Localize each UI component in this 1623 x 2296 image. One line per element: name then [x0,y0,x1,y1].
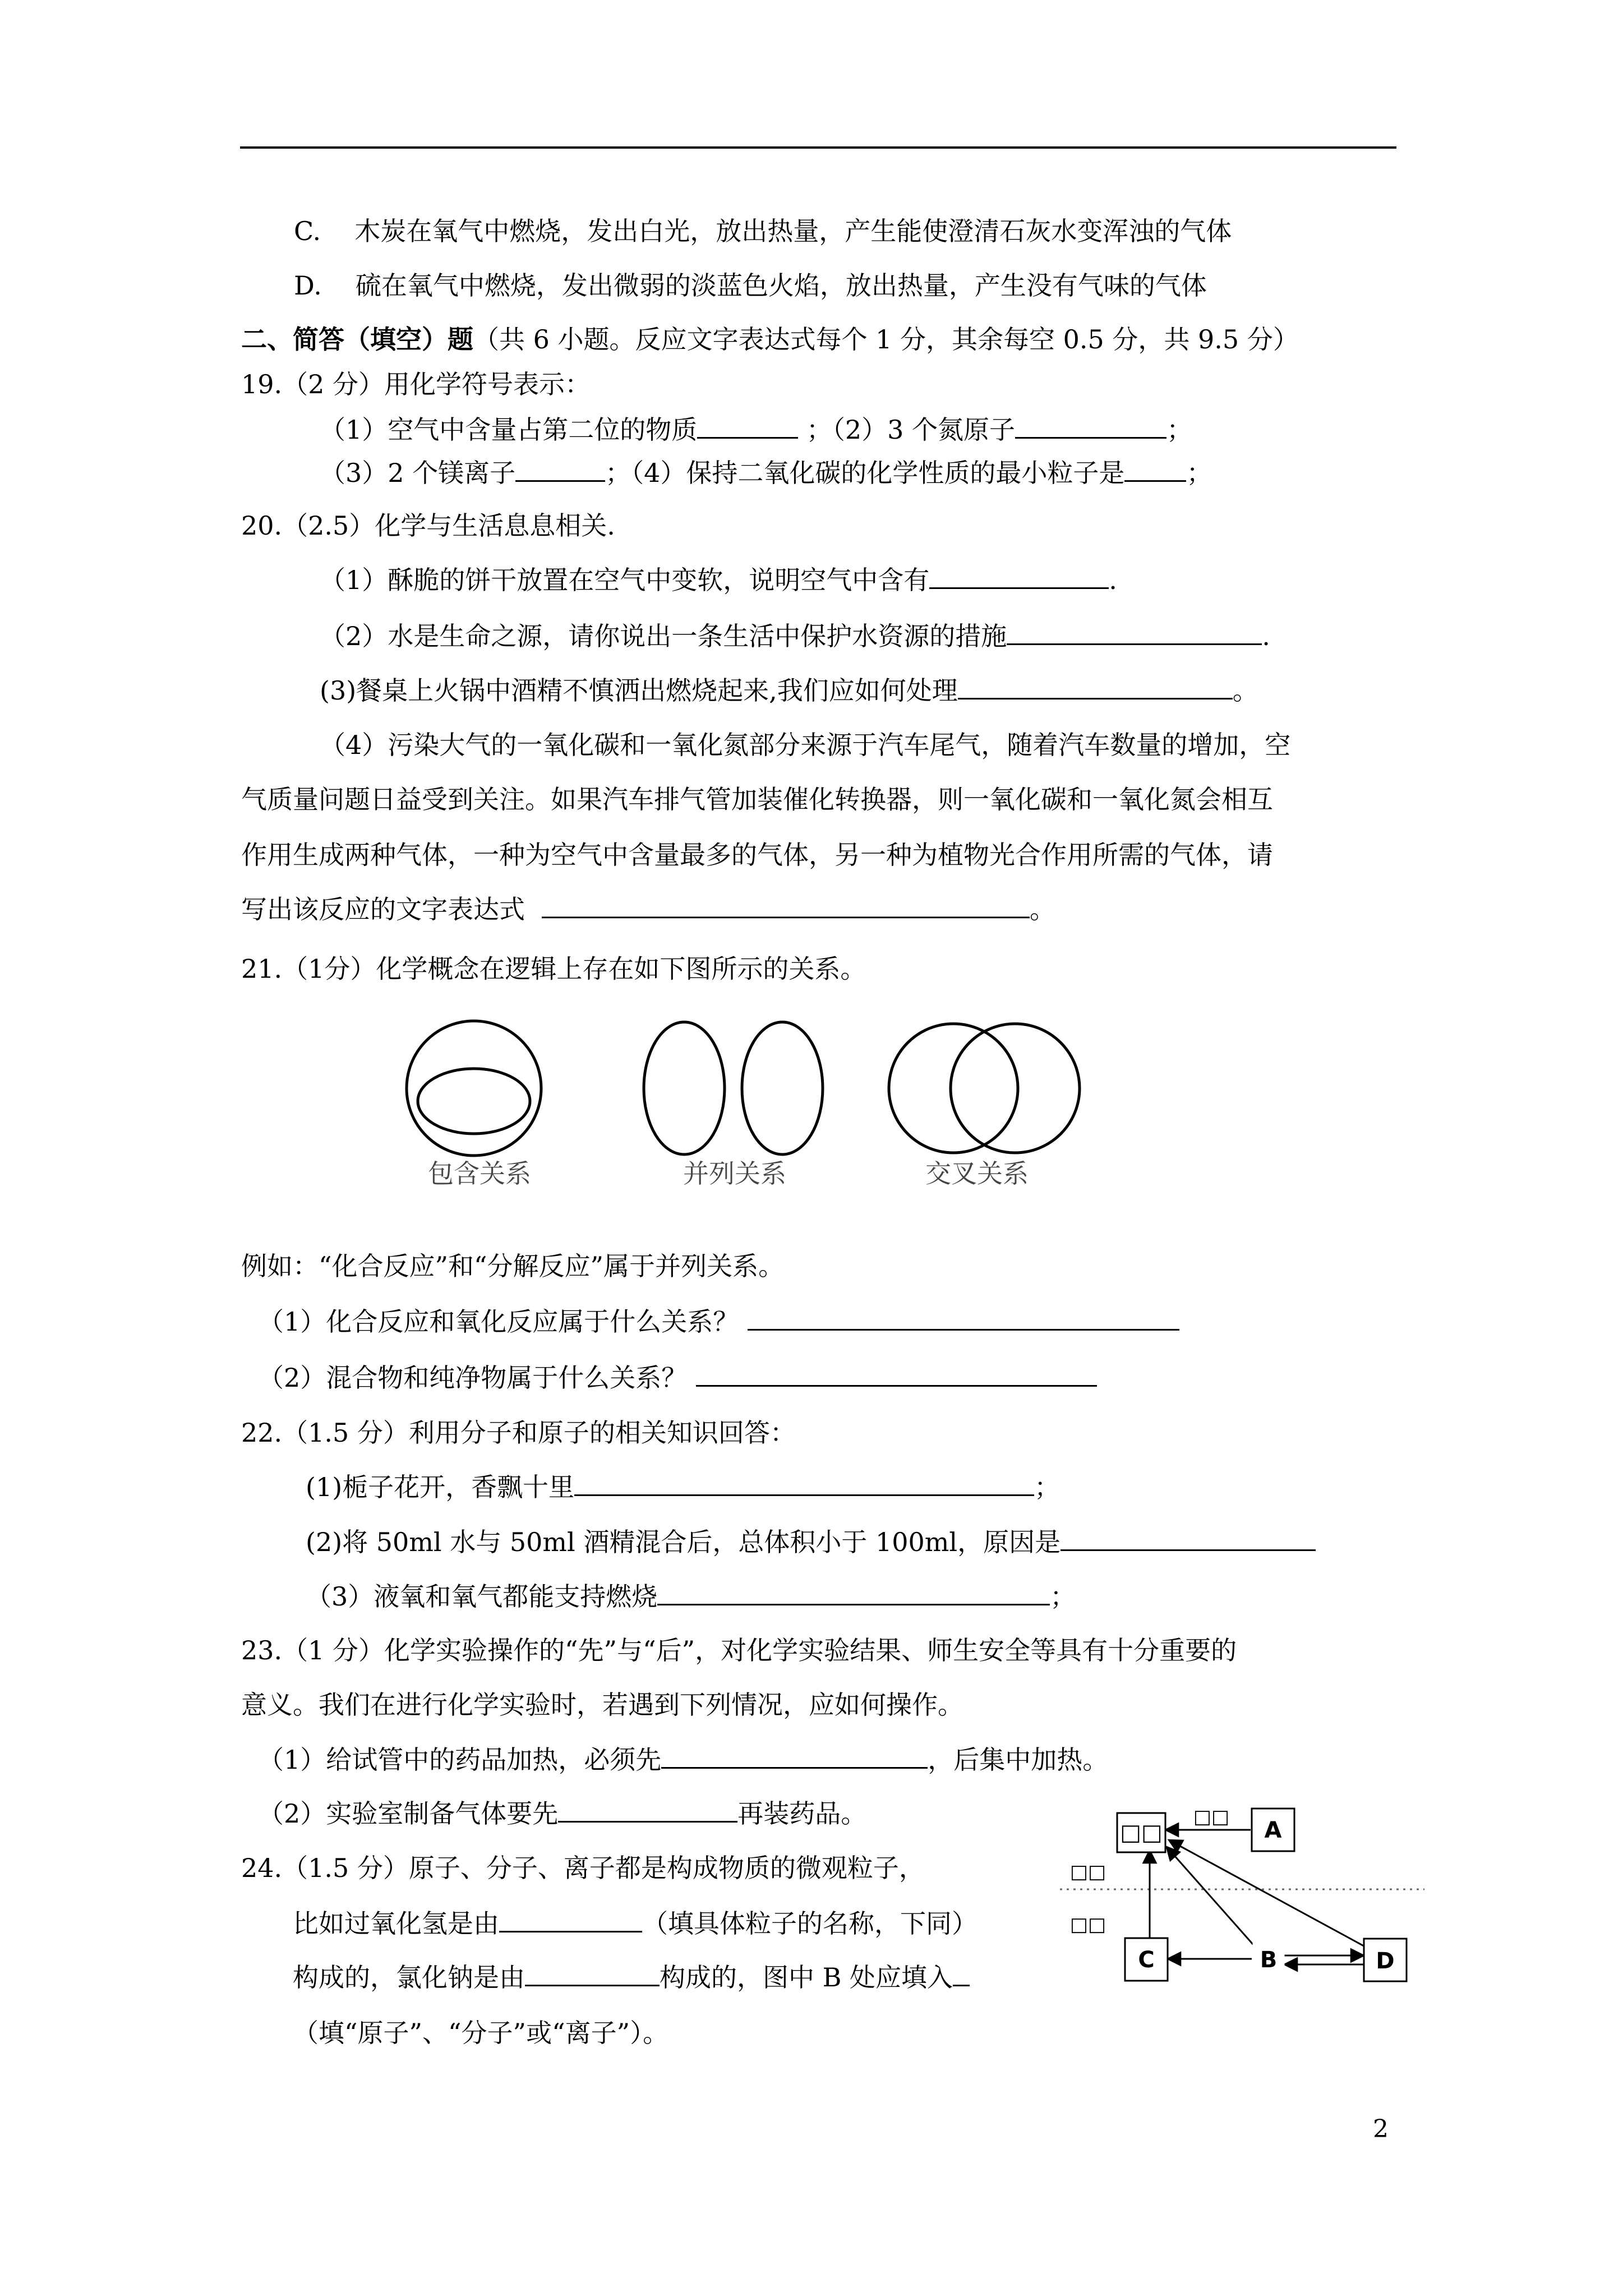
intersection-diagram [889,1024,1080,1153]
label-upper-left: □□ [1069,1861,1106,1883]
svg-text:A: A [1264,1818,1282,1843]
q20-p4-line2: 气质量问题日益受到关注。如果汽车排气管加装催化转换器，则一氧化碳和一氧化氮会相互 [241,784,1273,815]
svg-text:□□: □□ [1120,1820,1163,1846]
answer-blank[interactable] [958,673,1233,700]
q22-p1: (1)栀子花开，香飘十里 ； [306,1470,1060,1504]
particle-diagram [1049,1784,1441,2003]
q23-stem-line2: 意义。我们在进行化学实验时，若遇到下列情况，应如何操作。 [241,1690,963,1720]
answer-blank[interactable] [697,412,798,439]
node-c [1125,1938,1168,1981]
q21-p2: （2）混合物和纯净物属于什么关系？ [258,1360,1097,1395]
section-note: （共 6 小题。反应文字表达式每个 1 分，其余每空 0.5 分，共 9.5 分） [473,324,1299,355]
section-heading [241,323,1299,356]
svg-text:C: C [1138,1947,1155,1973]
answer-blank[interactable] [1007,619,1262,645]
q24-line4: （填“原子”、“分子”或“离子”）。 [293,2018,669,2048]
answer-blank[interactable] [748,1304,1179,1331]
answer-blank[interactable] [499,1906,642,1932]
label-inclusion: 包含关系 [428,1158,531,1189]
q24-line3: 构成的，氯化钠是由 构成的，图中 B 处应填入 [293,1960,970,1994]
node-top [1117,1813,1165,1852]
answer-blank[interactable] [515,455,605,482]
label-top: □□ [1193,1806,1230,1828]
q22-stem: 22.（1.5 分）利用分子和原子的相关知识回答： [241,1418,796,1448]
q20-stem: 20.（2.5）化学与生活息息相关. [241,510,615,541]
inclusion-diagram [407,1021,541,1156]
node-a [1252,1809,1294,1851]
answer-blank[interactable] [1124,455,1186,482]
node-b [1253,1938,1284,1977]
svg-text:D: D [1376,1948,1395,1974]
answer-blank[interactable] [525,1960,660,1986]
arrow-b-to-top [1166,1847,1257,1949]
header-rule [240,146,1396,149]
svg-text:B: B [1260,1947,1278,1973]
answer-blank[interactable] [574,1470,1034,1496]
answer-blank[interactable] [696,1360,1097,1387]
q22-p3: （3）液氧和氧气都能支持燃烧 ； [306,1579,1076,1613]
answer-blank[interactable] [558,1796,737,1823]
q21-stem: 21.（1分）化学概念在逻辑上存在如下图所示的关系。 [241,954,866,984]
q23-p1: （1）给试管中的药品加热，必须先 ，后集中加热。 [258,1742,1108,1777]
answer-blank[interactable] [661,1742,928,1769]
answer-blank[interactable] [1015,412,1166,439]
q19-row1: （1）空气中含量占第二位的物质 ；（2）3 个氮原子 ； [320,412,1192,447]
section-title: 二、简答（填空）题 [241,324,473,355]
q23-p2: （2）实验室制备气体要先 再装药品。 [258,1796,866,1830]
q19-row2: （3）2 个镁离子 ；（4）保持二氧化碳的化学性质的最小粒子是 ； [320,455,1212,490]
option-c: C. 木炭在氧气中燃烧，发出白光，放出热量，产生能使澄清石灰水变浑浊的气体 [294,216,1232,246]
q21-p1: （1）化合反应和氧化反应属于什么关系？ [258,1304,1179,1338]
q20-p4-line3: 作用生成两种气体，一种为空气中含量最多的气体，另一种为植物光合作用所需的气体，请 [241,840,1273,870]
label-lower-left: □□ [1069,1913,1106,1936]
q20-p1: （1）酥脆的饼干放置在空气中变软，说明空气中含有 . [320,563,1117,597]
answer-blank[interactable] [929,563,1109,589]
arrow-d-to-top [1169,1840,1375,1952]
label-intersection: 交叉关系 [925,1158,1029,1189]
option-d: D. 硫在氧气中燃烧，发出微弱的淡蓝色火焰，放出热量，产生没有气味的气体 [294,270,1207,301]
q24-stem: 24.（1.5 分）原子、分子、离子都是构成物质的微观粒子， [241,1853,925,1883]
answer-blank[interactable] [542,892,1030,918]
q20-p4-line4: 写出该反应的文字表达式 。 [241,892,1055,926]
q20-p3: (3)餐桌上火锅中酒精不慎洒出燃烧起来,我们应如何处理 。 [320,673,1258,707]
label-parallel: 并列关系 [683,1158,786,1189]
q21-example: 例如：“化合反应”和“分解反应”属于并列关系。 [241,1251,785,1281]
node-d [1364,1939,1407,1981]
relation-figure [393,1004,1094,1195]
answer-blank[interactable] [953,1960,970,1986]
parallel-diagram [644,1022,823,1154]
q24-line2: 比如过氧化氢是由 （填具体粒子的名称，下同） [293,1906,978,1940]
q20-p2: （2）水是生命之源，请你说出一条生活中保护水资源的措施 . [320,619,1270,653]
q20-p4-line1: （4）污染大气的一氧化碳和一氧化氮部分来源于汽车尾气，随着汽车数量的增加，空 [320,730,1291,760]
page-number: 2 [1373,2115,1389,2143]
q23-stem-line1: 23.（1 分）化学实验操作的“先”与“后”，对化学实验结果、师生安全等具有十分重要的 [241,1635,1237,1665]
answer-blank[interactable] [657,1579,1050,1605]
q22-p2: (2)将 50ml 水与 50ml 酒精混合后，总体积小于 100ml，原因是 [306,1525,1316,1559]
answer-blank[interactable] [1061,1525,1316,1551]
q19-stem: 19.（2 分）用化学符号表示： [241,369,591,399]
